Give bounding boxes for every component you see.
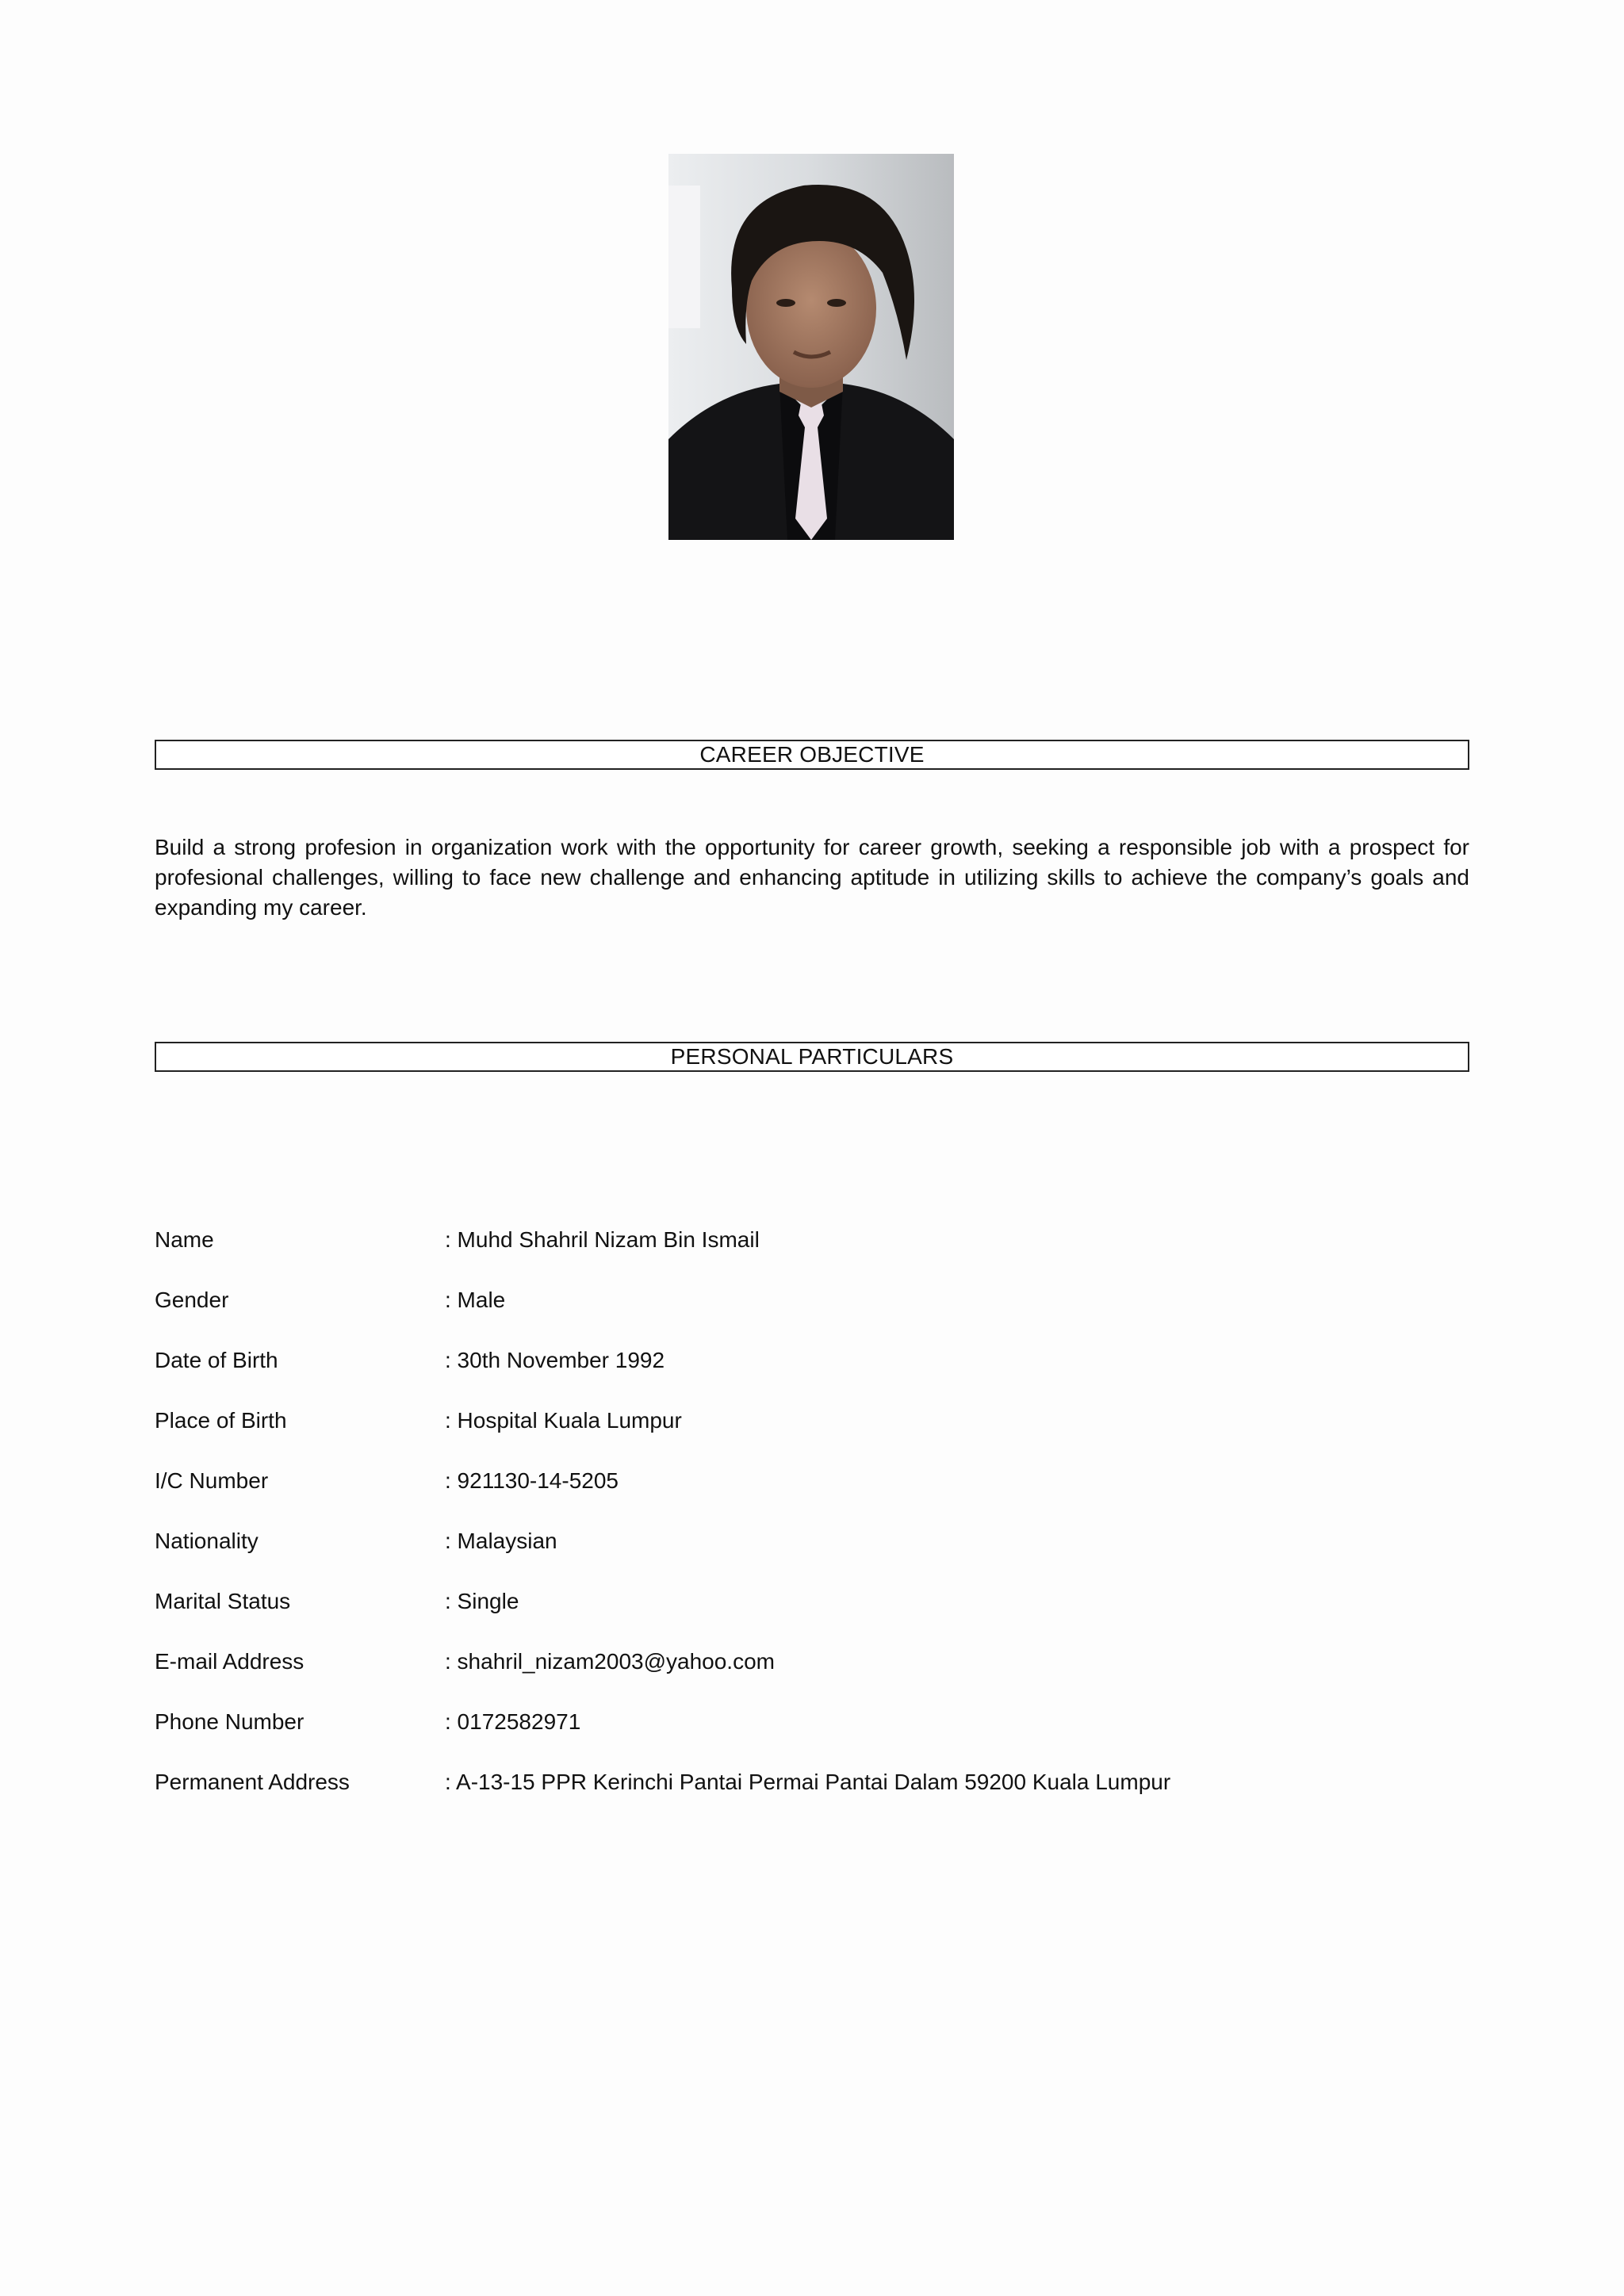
career-objective-text: Build a strong profesion in organization work with the opportunity for career growth, seeking a responsible job with a prospect for profesional challenges, willing to face new challenge and enhancing aptitude in utilizing skills to achieve the company’s goals and expanding my career. (155, 835, 1469, 920)
particular-row-date-of-birth (155, 1345, 1469, 1406)
career-objective-title: CAREER OBJECTIVE (699, 742, 925, 767)
particular-row-email (155, 1647, 1469, 1707)
particular-label: Marital Status (155, 1589, 291, 1613)
particular-value: : 30th November 1992 (445, 1348, 665, 1372)
particular-row-phone (155, 1707, 1469, 1767)
particular-value: : 921130-14-5205 (445, 1468, 619, 1493)
career-objective-heading (155, 740, 1469, 770)
email-link[interactable]: : shahril_nizam2003@yahoo.com (445, 1649, 775, 1674)
particular-value: : Hospital Kuala Lumpur (445, 1408, 682, 1433)
particular-label: Date of Birth (155, 1348, 278, 1372)
particular-value: : A-13-15 PPR Kerinchi Pantai Permai Pantai Dalam 59200 Kuala Lumpur (445, 1770, 1171, 1794)
particular-value: : Single (445, 1589, 519, 1613)
particular-row-permanent-address (155, 1767, 1469, 1827)
personal-particulars-list (155, 1225, 1469, 1827)
personal-particulars-heading (155, 1042, 1469, 1072)
particular-row-ic-number (155, 1466, 1469, 1526)
profile-photo (668, 154, 954, 540)
particular-label: Name (155, 1227, 214, 1252)
particular-label: Gender (155, 1288, 229, 1312)
personal-particulars-title: PERSONAL PARTICULARS (670, 1044, 954, 1069)
particular-value: : Male (445, 1288, 506, 1312)
particular-label: Phone Number (155, 1709, 304, 1734)
particular-label: E-mail Address (155, 1649, 304, 1674)
particular-label: Permanent Address (155, 1770, 350, 1794)
particular-row-place-of-birth (155, 1406, 1469, 1466)
particular-label: Place of Birth (155, 1408, 287, 1433)
particular-value: : 0172582971 (445, 1709, 581, 1734)
particular-value: : Malaysian (445, 1529, 557, 1553)
particular-label: I/C Number (155, 1468, 269, 1493)
particular-row-name (155, 1225, 1469, 1285)
particular-value: : Muhd Shahril Nizam Bin Ismail (445, 1227, 760, 1252)
particular-row-gender (155, 1285, 1469, 1345)
particular-row-nationality (155, 1526, 1469, 1586)
particular-label: Nationality (155, 1529, 259, 1553)
particular-row-marital-status (155, 1586, 1469, 1647)
